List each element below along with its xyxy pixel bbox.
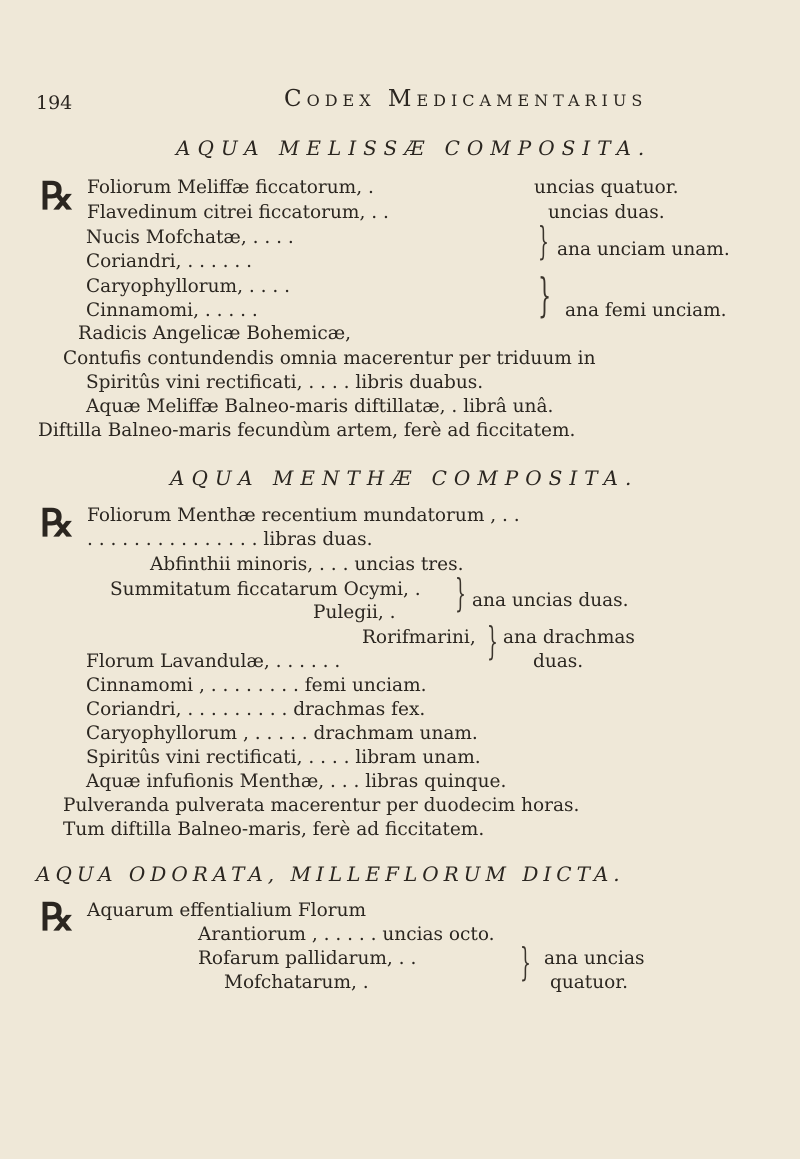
ingredient-line: Rofarum pallidarum, . . bbox=[198, 948, 417, 969]
ingredient-line: Caryophyllorum , . . . . . drachmam unam. bbox=[86, 723, 478, 744]
instruction-text: Tum diftilla Balneo-maris, ferè ad ficcitatem. bbox=[63, 819, 485, 840]
ingredient-quantity: uncias duas. bbox=[548, 202, 665, 223]
ingredient-line: Pulegii, . bbox=[313, 602, 396, 623]
ingredient-line: Abfinthii minoris, . . . uncias tres. bbox=[150, 554, 464, 575]
instruction-text: Aquæ Meliffæ Balneo-maris diftillatæ, . librâ unâ. bbox=[86, 396, 554, 417]
section-title-odorata: AQUA ODORATA, MILLEFLORUM DICTA. bbox=[36, 862, 625, 886]
brace: } bbox=[520, 940, 531, 984]
ingredient-line: Rorifmarini, bbox=[362, 627, 476, 648]
ingredient-line: Caryophyllorum, . . . . bbox=[86, 276, 291, 297]
ingredient-line: Flavedinum citrei ficcatorum, . . bbox=[87, 202, 389, 223]
ingredient-line: Arantiorum , . . . . . uncias octo. bbox=[198, 924, 495, 945]
section-title-menthae: AQUA MENTHÆ COMPOSITA. bbox=[170, 466, 639, 490]
ingredient-quantity-group: ana uncias duas. bbox=[472, 590, 629, 611]
ingredient-quantity: uncias quatuor. bbox=[534, 177, 679, 198]
ingredient-line: Cinnamomi , . . . . . . . . femi unciam. bbox=[86, 675, 427, 696]
ingredient-line: Aquarum effentialium Florum bbox=[87, 900, 367, 921]
page-number: 194 bbox=[36, 92, 73, 114]
recipe-symbol: ℞ bbox=[40, 894, 73, 939]
brace: } bbox=[487, 619, 498, 663]
ingredient-quantity-group: duas. bbox=[533, 651, 584, 672]
ingredient-line: Foliorum Menthæ recentium mundatorum , . . bbox=[87, 505, 520, 526]
ingredient-quantity-group: ana unciam unam. bbox=[557, 239, 730, 260]
ingredient-line: . . . . . . . . . . . . . . . libras duas. bbox=[87, 529, 373, 550]
ingredient-line: Cinnamomi, . . . . . bbox=[86, 300, 258, 321]
instruction-text: Spiritûs vini rectificati, . . . . libris duabus. bbox=[86, 372, 484, 393]
ingredient-line: Coriandri, . . . . . . bbox=[86, 251, 253, 272]
instruction-text: Pulveranda pulverata macerentur per duodecim horas. bbox=[63, 795, 580, 816]
running-title: Codex Medicamentarius bbox=[284, 86, 648, 112]
ingredient-line: Nucis Mofchatæ, . . . . bbox=[86, 227, 294, 248]
ingredient-quantity-group: ana uncias bbox=[544, 948, 645, 969]
ingredient-line: Aquæ infufionis Menthæ, . . . libras quinque. bbox=[86, 771, 507, 792]
ingredient-line: Spiritûs vini rectificati, . . . . libram unam. bbox=[86, 747, 481, 768]
ingredient-line: Florum Lavandulæ, . . . . . . bbox=[86, 651, 341, 672]
ingredient-line: Coriandri, . . . . . . . . . drachmas fex. bbox=[86, 699, 426, 720]
brace: } bbox=[455, 571, 466, 615]
brace: } bbox=[538, 268, 552, 322]
ingredient-quantity-group: ana drachmas bbox=[503, 627, 635, 648]
ingredient-quantity-group: ana femi unciam. bbox=[565, 300, 727, 321]
instruction-text: Diftilla Balneo-maris fecundùm artem, ferè ad ficcitatem. bbox=[38, 420, 576, 441]
recipe-symbol: ℞ bbox=[40, 173, 73, 218]
recipe-symbol: ℞ bbox=[40, 500, 73, 545]
ingredient-line: Radicis Angelicæ Bohemicæ, bbox=[78, 323, 352, 344]
ingredient-line: Mofchatarum, . bbox=[224, 972, 369, 993]
ingredient-line: Summitatum ficcatarum Ocymi, . bbox=[110, 579, 421, 600]
brace: } bbox=[538, 219, 549, 263]
ingredient-line: Foliorum Meliffæ ficcatorum, . bbox=[87, 177, 374, 198]
instruction-text: Contufis contundendis omnia macerentur per triduum in bbox=[63, 348, 596, 369]
ingredient-quantity-group: quatuor. bbox=[550, 972, 628, 993]
running-head bbox=[36, 86, 766, 118]
section-title-melissae: AQUA MELISSÆ COMPOSITA. bbox=[176, 136, 652, 160]
